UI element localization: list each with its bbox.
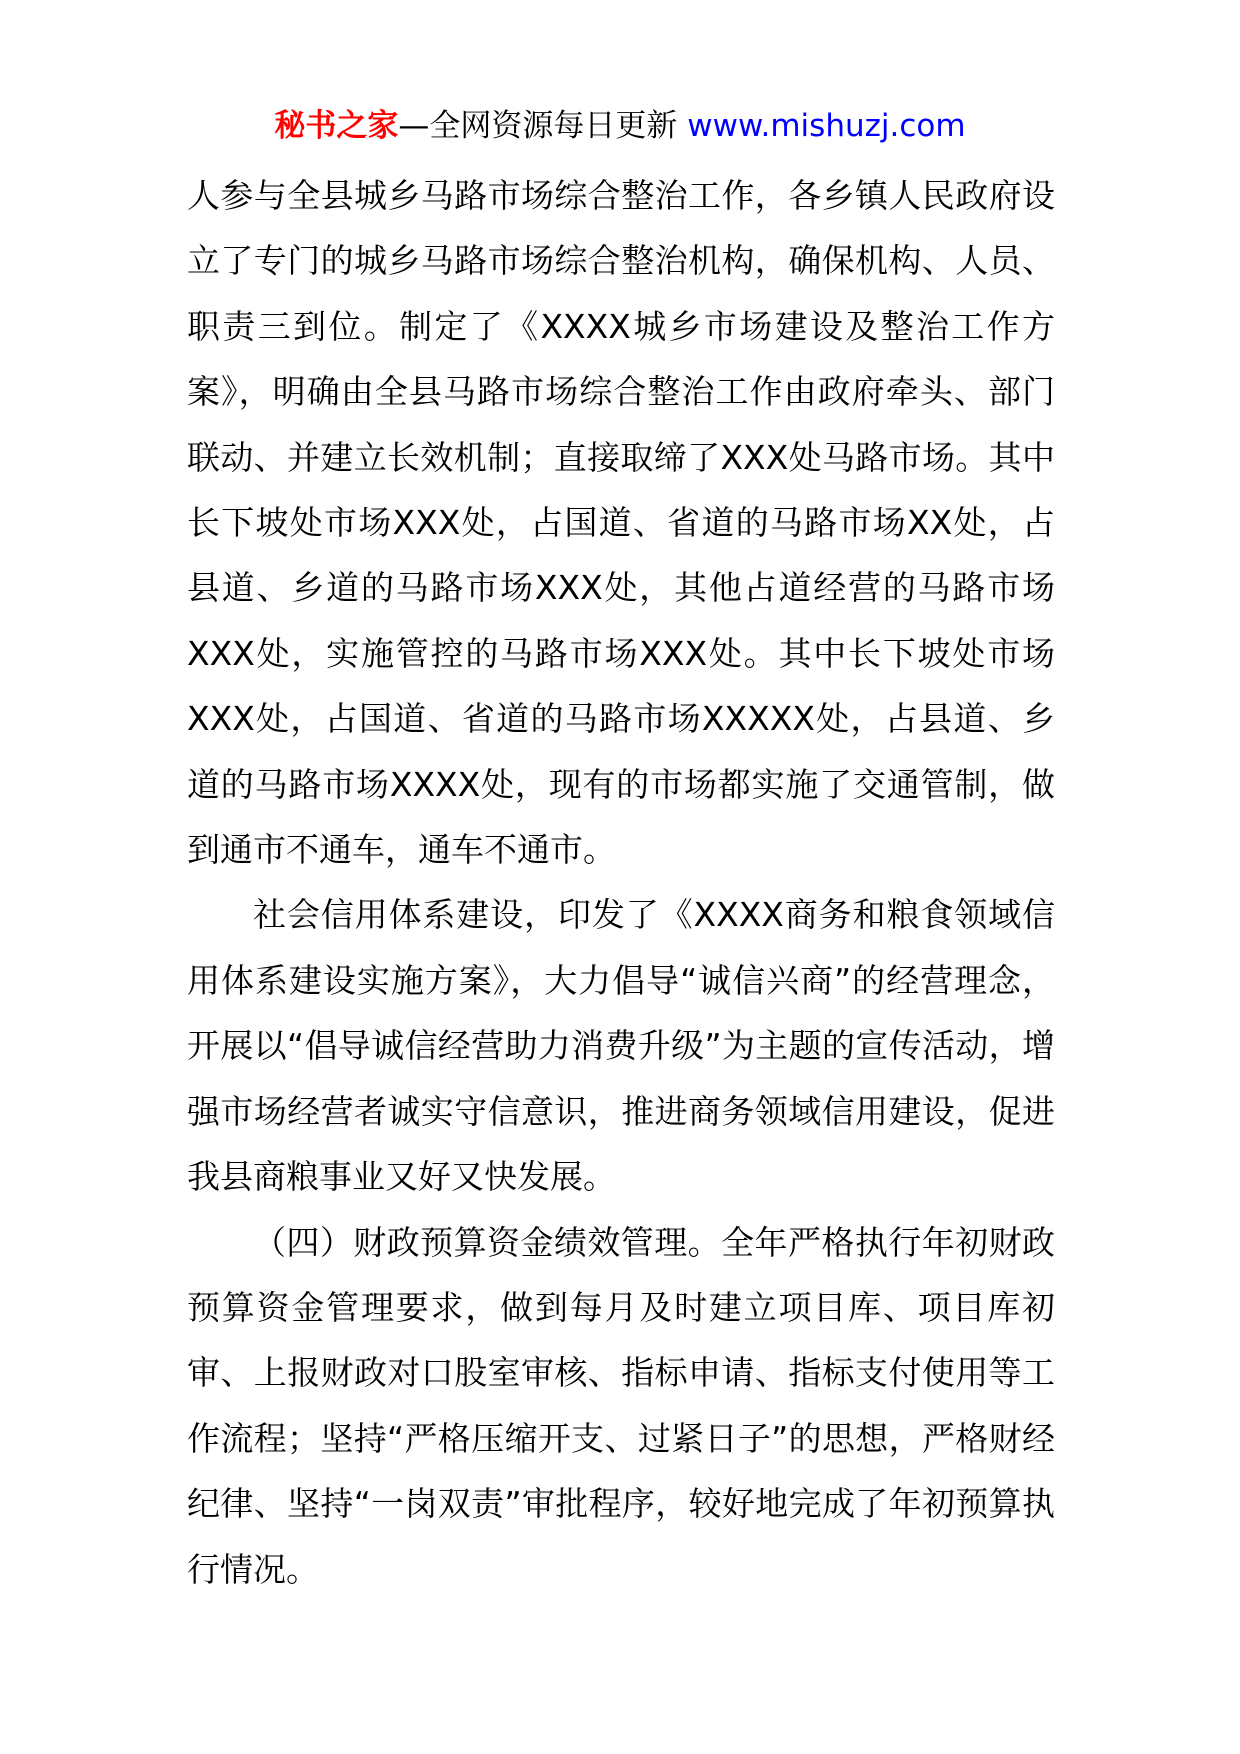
paragraph-budget-management: （四）财政预算资金绩效管理。全年严格执行年初财政预算资金管理要求，做到每月及时建立项目库、项目库初审、上报财政对口股室审核、指标申请、指标支付使用等工作流程；坚持“严格压缩开支、过紧日子”的思想，严格财经纪律、坚持“一岗双责”审批程序，较好地完成了年初预算执行情况。: [187, 1222, 1055, 1589]
paragraph-continued: 人参与全县城乡马路市场综合整治工作，各乡镇人民政府设立了专门的城乡马路市场综合整治机构，确保机构、人员、职责三到位。制定了《XXXX城乡市场建设及整治工作方案》，明确由全县马路市场综合整治工作由政府牵头、部门联动、并建立长效机制；直接取缔了XXX处马路市场。其中长下坡处市场XXX处，占国道、省道的马路市场XX处，占县道、乡道的马路市场XXX处，其他占道经营的马路市场XXX处，实施管控的马路市场XXX处。其中长下坡处市场XXX处，占国道、省道的马路市场XXXXX处，占县道、乡道的马路市场XXXX处，现有的市场都实施了交通管制，做到通市不通车，通车不通市。: [187, 176, 1055, 870]
page-header: [0, 104, 1240, 148]
paragraph-credit-system: 社会信用体系建设，印发了《XXXX商务和粮食领域信用体系建设实施方案》，大力倡导“诚信兴商”的经营理念，开展以“倡导诚信经营助力消费升级”为主题的宣传活动，增强市场经营者诚实守信意识，推进商务领域信用建设，促进我县商粮事业又好又快发展。: [187, 895, 1055, 1197]
header-brand: 秘书之家: [274, 108, 399, 144]
header-url[interactable]: www.mishuzj.com: [687, 108, 966, 144]
document-body: [187, 163, 1055, 1602]
header-tagline: —全网资源每日更新: [398, 108, 678, 144]
